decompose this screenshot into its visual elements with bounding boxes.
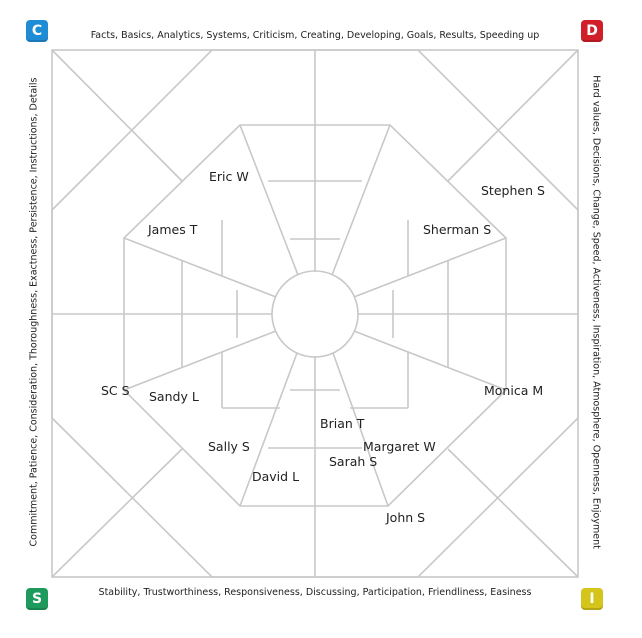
person-label: James T	[148, 222, 198, 237]
right-axis-label: Hard values, Decisions, Change, Speed, Activeness, Inspiration, Atmosphere, Openness, Enjoyment	[590, 75, 602, 549]
top-axis-label: Facts, Basics, Analytics, Systems, Criticism, Creating, Developing, Goals, Results, Speeding up	[90, 30, 540, 41]
person-label: Stephen S	[481, 183, 545, 198]
person-label: SC S	[101, 383, 130, 398]
center-circle	[272, 271, 358, 357]
s-badge: S	[26, 588, 48, 610]
person-label: Sherman S	[423, 222, 492, 237]
person-label: Monica M	[484, 383, 544, 398]
person-label: Eric W	[209, 169, 249, 184]
c-badge: C	[26, 20, 48, 42]
person-label: Brian T	[320, 416, 365, 431]
i-badge: I	[581, 588, 603, 610]
person-label: Sandy L	[149, 389, 199, 404]
bottom-axis-label: Stability, Trustworthiness, Responsiveness, Discussing, Participation, Friendliness, Easiness	[98, 587, 532, 598]
person-label: Sarah S	[329, 454, 378, 469]
person-label: David L	[252, 469, 300, 484]
person-label: Sally S	[208, 439, 250, 454]
person-label: Margaret W	[363, 439, 436, 454]
person-label: John S	[386, 510, 426, 525]
left-axis-label: Commitment, Patience, Consideration, Thoroughness, Exactness, Persistence, Instructions, Details	[28, 77, 40, 547]
d-badge: D	[581, 20, 603, 42]
